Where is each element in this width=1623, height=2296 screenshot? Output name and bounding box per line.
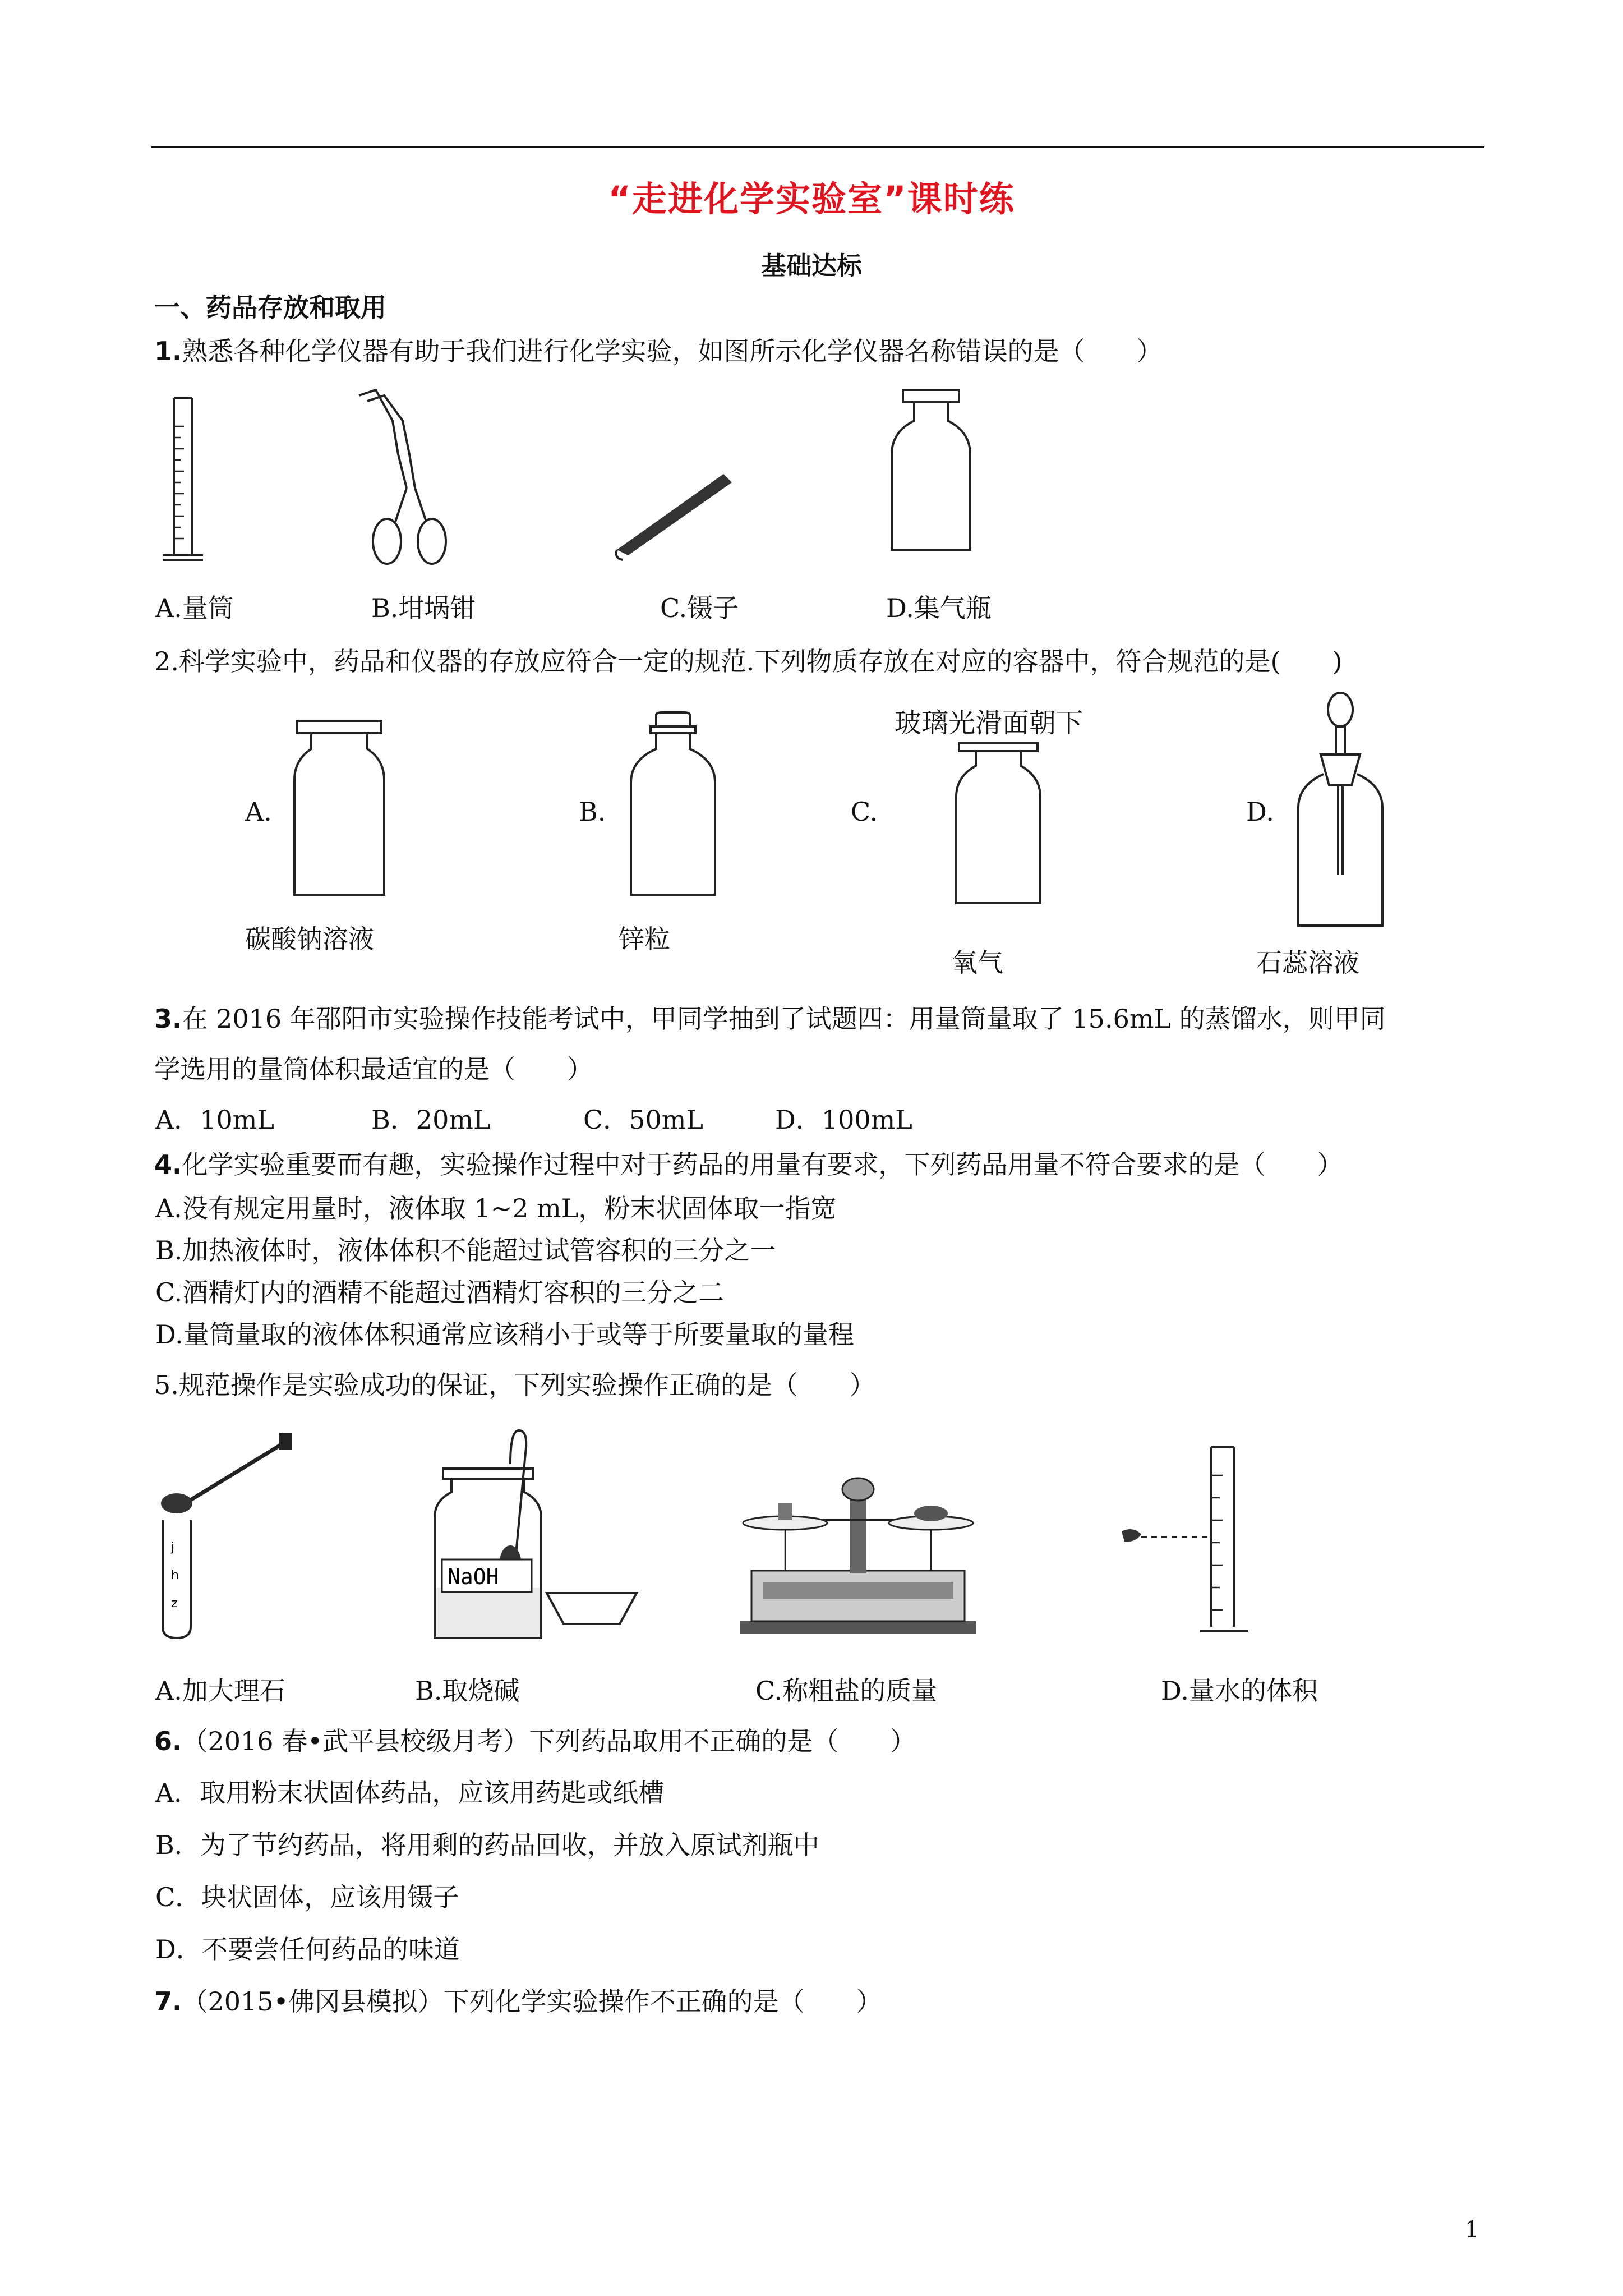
question-5: 5.规范操作是实验成功的保证，下列实验操作正确的是（ ） — [154, 1370, 875, 1400]
q3-option-b: B．20mL — [371, 1105, 491, 1135]
question-6-text: （2016 春•武平县校级月考）下列药品取用不正确的是（ ） — [182, 1726, 916, 1756]
page-subtitle: 基础达标 — [760, 251, 862, 280]
question-6-number: 6. — [154, 1726, 182, 1756]
question-1-text: 熟悉各种化学仪器有助于我们进行化学实验，如图所示化学仪器名称错误的是（ ） — [182, 336, 1163, 366]
q6-option-d: D．不要尝任何药品的味道 — [155, 1934, 460, 1964]
q2-letter-c: C. — [851, 797, 878, 827]
graduated-cylinder-figure — [157, 393, 213, 567]
question-4-number: 4. — [154, 1149, 182, 1180]
q2-caption-b: 锌粒 — [619, 924, 670, 954]
question-7-number: 7. — [154, 1986, 182, 2017]
q2-letter-b: B. — [579, 797, 606, 827]
crucible-tongs-figure — [353, 387, 454, 572]
balance-figure — [740, 1470, 976, 1638]
q4-option-c: C.酒精灯内的酒精不能超过酒精灯容积的三分之二 — [155, 1277, 725, 1308]
question-6 — [154, 1721, 916, 1758]
q4-option-b: B.加热液体时，液体体积不能超过试管容积的三分之一 — [155, 1235, 776, 1266]
narrow-mouth-bottle-figure — [623, 712, 723, 903]
q2-letter-a: A. — [245, 797, 272, 827]
add-marble-figure — [151, 1425, 297, 1649]
q1-option-b: B.坩埚钳 — [371, 593, 476, 623]
question-2: 2.科学实验中，药品和仪器的存放应符合一定的规范.下列物质存放在对应的容器中，符合规范的是( ) — [154, 646, 1343, 677]
question-4 — [154, 1144, 1343, 1181]
q5-option-c: C.称粗盐的质量 — [755, 1676, 938, 1706]
question-7 — [154, 1981, 882, 2018]
question-3-number: 3. — [154, 1004, 182, 1034]
q4-option-d: D.量筒量取的液体体积通常应该稍小于或等于所要量取的量程 — [155, 1319, 854, 1350]
take-caustic-soda-figure — [426, 1425, 651, 1644]
question-3-text: 在 2016 年邵阳市实验操作技能考试中，甲同学抽到了试题四：用量筒量取了 15.6mL 的蒸馏水，则甲同 — [182, 1004, 1386, 1034]
q2-note: 玻璃光滑面朝下 — [895, 707, 1083, 739]
question-3-line-2: 学选用的量筒体积最适宜的是（ ） — [154, 1054, 593, 1084]
q6-option-a: A．取用粉末状固体药品，应该用药匙或纸槽 — [155, 1778, 665, 1808]
q2-caption-c: 氧气 — [952, 947, 1003, 978]
measure-water-figure — [1116, 1442, 1273, 1644]
section-heading: 一、药品存放和取用 — [154, 292, 386, 323]
question-1 — [154, 331, 1162, 368]
page-title: “走进化学实验室”课时练 — [608, 178, 1015, 219]
wide-mouth-bottle-figure — [289, 718, 390, 903]
svg-text:z: z — [171, 1596, 178, 1611]
q5-option-a: A.加大理石 — [155, 1676, 285, 1706]
q6-option-b: B．为了节约药品，将用剩的药品回收，并放入原试剂瓶中 — [155, 1830, 819, 1860]
dropper-bottle-figure — [1290, 690, 1391, 931]
question-1-number: 1. — [154, 336, 182, 366]
question-4-text: 化学实验重要而有趣，实验操作过程中对于药品的用量有要求，下列药品用量不符合要求的是（ ） — [182, 1149, 1343, 1180]
gas-bottle-glass-plate-figure — [948, 740, 1049, 909]
q2-caption-a: 碳酸钠溶液 — [245, 924, 374, 954]
q1-option-d: D.集气瓶 — [886, 593, 992, 623]
q3-option-c: C．50mL — [583, 1105, 703, 1135]
q2-letter-d: D. — [1246, 797, 1274, 827]
svg-text:h: h — [171, 1568, 179, 1582]
question-7-text: （2015•佛冈县模拟）下列化学实验操作不正确的是（ ） — [182, 1986, 882, 2017]
q2-caption-d: 石蕊溶液 — [1256, 947, 1359, 978]
q6-option-c: C．块状固体，应该用镊子 — [155, 1882, 459, 1912]
svg-text:j: j — [171, 1540, 175, 1554]
page-number: 1 — [1465, 2217, 1479, 2243]
q3-option-d: D．100mL — [775, 1105, 912, 1135]
q3-option-a: A．10mL — [155, 1105, 274, 1135]
q1-option-a: A.量筒 — [155, 593, 234, 623]
question-3-line-1 — [154, 999, 1386, 1036]
q5-option-b: B.取烧碱 — [415, 1676, 520, 1706]
q5-option-d: D.量水的体积 — [1161, 1676, 1318, 1706]
q1-option-c: C.镊子 — [660, 593, 739, 623]
gas-collecting-bottle-figure — [880, 387, 981, 561]
tweezers-figure — [611, 466, 740, 567]
header-rule — [151, 146, 1484, 148]
q4-option-a: A.没有规定用量时，液体取 1~2 mL，粉末状固体取一指宽 — [155, 1193, 837, 1223]
naoh-label: NaOH — [448, 1565, 499, 1589]
